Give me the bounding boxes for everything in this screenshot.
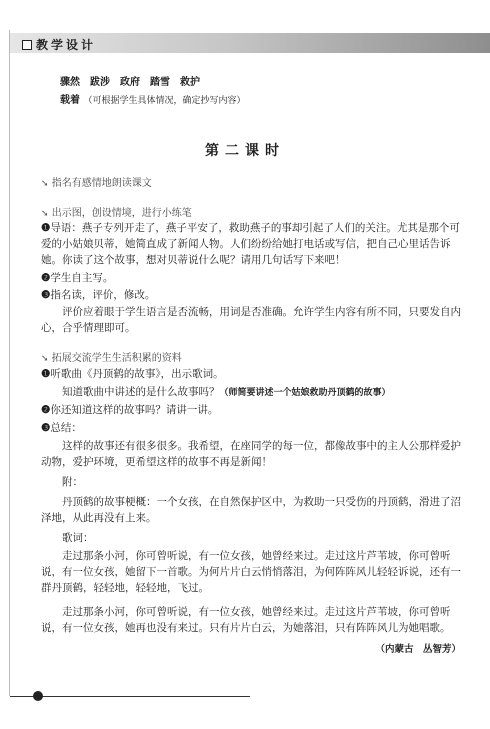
vocab-line-2 xyxy=(60,91,246,106)
footer-rule xyxy=(10,696,250,697)
part2-item-1 xyxy=(41,220,461,268)
item-number: ❶ xyxy=(41,222,51,234)
footer-dot xyxy=(33,691,43,701)
lyrics-verse-2: 走过那条小河，你可曾听说，有一位女孩，她曾经来过。走过这片芦苇坡，你可曾听说，有一位女孩，她再也没有来过。只有片片白云，为她落泪，只有阵阵风儿为她唱歌。 xyxy=(41,606,451,634)
section-heading-1-text: 指名有感情地朗读课文 xyxy=(51,178,152,189)
part3-question xyxy=(41,384,461,401)
vocab-note: （可根据学生具体情况，确定抄写内容） xyxy=(83,96,246,106)
section-heading-3 xyxy=(41,349,182,364)
lyrics-verse-1: 走过那条小河，你可曾听说，有一位女孩，她曾经来过。走过这片芦苇坡，你可曾听说，有一位女孩，她留下一首歌。为何片片白云悄悄落泪，为何阵阵风儿轻轻诉说，还有一群丹顶鹤，轻轻地，轻轻地，飞过。 xyxy=(41,550,461,594)
section-heading-3-text: 拓展交流学生生活积累的资料 xyxy=(51,353,182,364)
part3-item-2-text: 你还知道这样的故事吗？请讲一讲。 xyxy=(50,404,219,416)
part3-summary: 这样的故事还有很多很多。我希望，在座同学的每一位，都像故事中的主人公那样爱护动物，爱护环境，更希望这样的故事不再是新闻！ xyxy=(41,440,461,468)
header-title: 教学设计 xyxy=(36,38,97,52)
section-heading-2-text: 出示图，创设情境，进行小练笔 xyxy=(51,208,192,219)
item-number: ❶ xyxy=(41,368,51,380)
section-arrow-icon: ➘ xyxy=(41,209,49,219)
part2-item-1-text: 导语：燕子专列开走了，燕子平安了，救助燕子的事却引起了人们的关注。尤其是那个可爱的小姑娘贝蒂，她简直成了新闻人物。人们纷纷给她打电话或写信，把自己心里话告诉她。你读了这个故事，想对贝蒂说什么呢？请用几句话写下来吧！ xyxy=(41,222,460,266)
part3-question-note: （师简要讲述一个姑娘救助丹顶鹤的故事） xyxy=(219,388,391,398)
author-credit: （内蒙古 丛智芳） xyxy=(375,644,461,655)
lyrics-label: 歌词： xyxy=(62,532,94,544)
vocab-label: 载着 xyxy=(60,95,80,106)
item-number: ❸ xyxy=(41,422,51,434)
item-number: ❷ xyxy=(41,272,51,284)
section-heading-2 xyxy=(41,204,192,219)
section-arrow-icon: ➘ xyxy=(41,354,49,364)
part3-item-3 xyxy=(41,420,461,436)
part2-evaluation: 评价应着眼于学生语言是否流畅，用词是否准确。允许学生内容有所不同，只要发自内心，合乎情理即可。 xyxy=(41,306,461,334)
part2-item-2 xyxy=(41,270,461,286)
lesson-title: 第二课时 xyxy=(205,143,285,159)
header-square-icon xyxy=(22,40,32,50)
part3-question-text: 知道歌曲中讲述的是什么故事吗？ xyxy=(62,386,220,398)
appendix-label: 附： xyxy=(62,476,83,488)
part3-item-1-text: 听歌曲《丹顶鹤的故事》，出示歌词。 xyxy=(50,368,224,380)
story-synopsis: 丹顶鹤的故事梗概：一个女孩，在自然保护区中，为救助一只受伤的丹顶鹤，滑进了沼泽地，从此再没有上来。 xyxy=(41,496,461,524)
vocab-words: 骤然 跋涉 政府 踏雪 救护 xyxy=(60,77,200,88)
part3-item-2 xyxy=(41,402,461,418)
section-arrow-icon: ➘ xyxy=(41,179,49,189)
section-heading-1 xyxy=(41,174,152,189)
item-number: ❸ xyxy=(41,289,51,301)
part2-item-3-text: 指名读，评价，修改。 xyxy=(50,289,156,301)
part2-item-2-text: 学生自主写。 xyxy=(50,272,114,284)
item-number: ❷ xyxy=(41,404,51,416)
part3-item-3-text: 总结： xyxy=(50,422,82,434)
part2-item-3 xyxy=(41,287,461,303)
left-margin-line xyxy=(9,30,10,696)
part3-item-1 xyxy=(41,366,461,382)
